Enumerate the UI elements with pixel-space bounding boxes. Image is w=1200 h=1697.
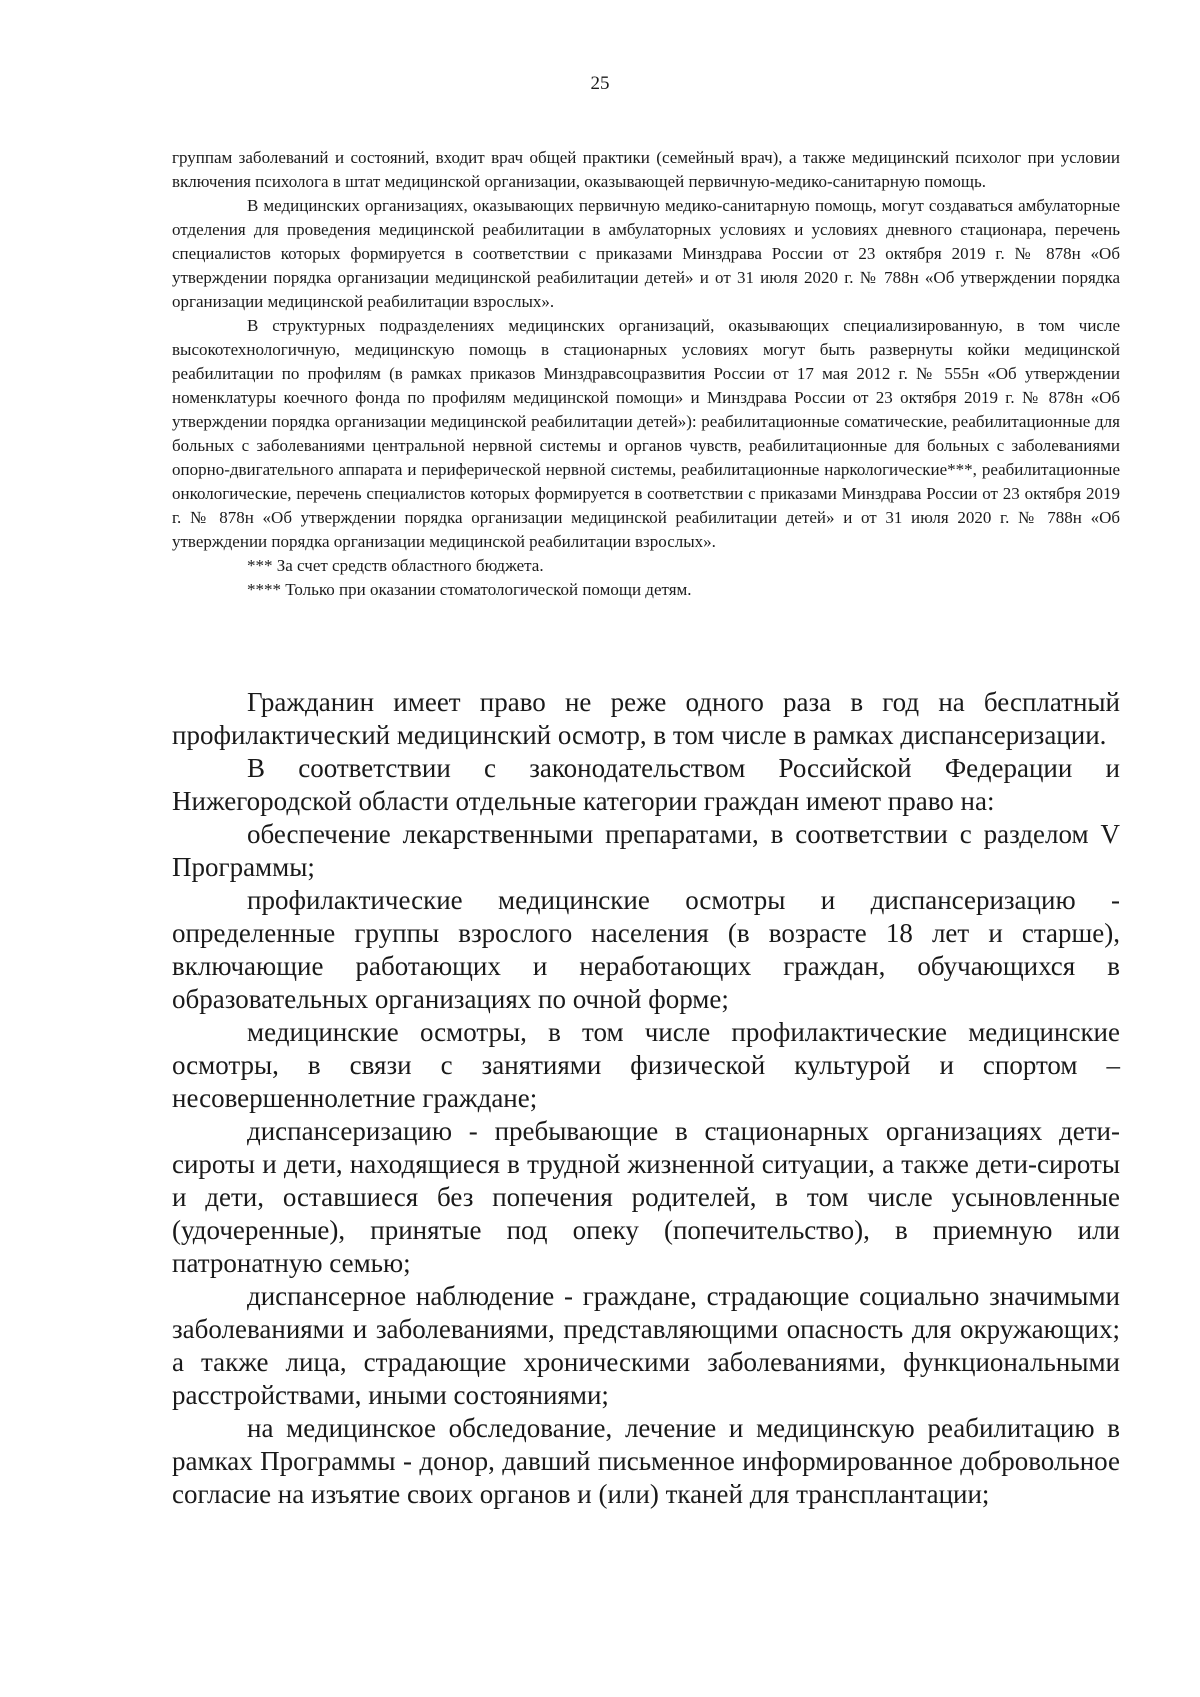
small-text-section [172, 146, 1120, 602]
paragraph-orphans-dispensary: диспансеризацию - пребывающие в стационарных организациях дети-сироты и дети, находящиеся в трудной жизненной ситуации, а также дети-сироты и дети, оставшиеся без попечения родителей, в том числе усыновленные (удочеренные), принятые под опеку (попечительство), в приемную или патронатную семью; [172, 1116, 1120, 1278]
paragraph-annual-checkup: Гражданин имеет право не реже одного раза в год на бесплатный профилактический медицинский осмотр, в том числе в рамках диспансеризации. [172, 687, 1120, 750]
footnote-regional-budget: *** За счет средств областного бюджета. [247, 556, 544, 575]
paragraph-medicines: обеспечение лекарственными препаратами, в соответствии с разделом V Программы; [172, 819, 1120, 882]
paragraph-dispensary-observation: диспансерное наблюдение - граждане, страдающие социально значимыми заболеваниями и заболеваниями, представляющими опасность для окружающих; а также лица, страдающие хроническими заболеваниями, функциональными расстройствами, иными состояниями; [172, 1281, 1120, 1410]
paragraph-ambulatory-departments: В медицинских организациях, оказывающих первичную медико-санитарную помощь, могут создаваться амбулаторные отделения для проведения медицинской реабилитации в амбулаторных условиях и условиях дневного стационара, перечень специалистов которых формируется в соответствии с приказами Минздрава России от 23 октября 2019 г. № 878н «Об утверждении порядка организации медицинской реабилитации детей» и от 31 июля 2020 г. № 788н «Об утверждении порядка организации медицинской реабилитации взрослых». [172, 196, 1120, 311]
paragraph-adult-checkups: профилактические медицинские осмотры и диспансеризацию - определенные группы взрослого населения (в возрасте 18 лет и старше), включающие работающих и неработающих граждан, обучающихся в образовательных организациях по очной форме; [172, 885, 1120, 1014]
paragraph-sports-checkups: медицинские осмотры, в том числе профилактические медицинские осмотры, в связи с занятиями физической культурой и спортом – несовершеннолетние граждане; [172, 1017, 1120, 1113]
footnote-dental-children: **** Только при оказании стоматологической помощи детям. [247, 580, 692, 599]
paragraph-donor-rights: на медицинское обследование, лечение и медицинскую реабилитацию в рамках Программы - донор, давший письменное информированное добровольное согласие на изъятие своих органов и (или) тканей для трансплантации; [172, 1413, 1120, 1509]
paragraph-categories-intro: В соответствии с законодательством Российской Федерации и Нижегородской области отдельные категории граждан имеют право на: [172, 753, 1120, 816]
page-number: 25 [590, 73, 610, 94]
paragraph-rehabilitation-beds: В структурных подразделениях медицинских организаций, оказывающих специализированную, в том числе высокотехнологичную, медицинскую помощь в стационарных условиях могут быть развернуты койки медицинской реабилитации по профилям (в рамках приказов Минздравсоцразвития России от 17 мая 2012 г. № 555н «Об утверждении номенклатуры коечного фонда по профилям медицинской помощи» и Минздрава России от 23 октября 2019 г. № 878н «Об утверждении порядка организации медицинской реабилитации детей»): реабилитационные соматические, реабилитационные для больных с заболеваниями центральной нервной системы и органов чувств, реабилитационные для больных с заболеваниями опорно-двигательного аппарата и периферической нервной системы, реабилитационные наркологические***, реабилитационные онкологические, перечень специалистов которых формируется в соответствии с приказами Минздрава России от 23 октября 2019 г. № 878н «Об утверждении порядка организации медицинской реабилитации детей» и от 31 июля 2020 г. № 788н «Об утверждении порядка организации медицинской реабилитации взрослых». [172, 316, 1120, 551]
paragraph-continuation: группам заболеваний и состояний, входит врач общей практики (семейный врач), а также медицинский психолог при условии включения психолога в штат медицинской организации, оказывающей первичную-медико-санитарную помощь. [172, 148, 1120, 191]
large-text-section [172, 686, 1120, 1511]
